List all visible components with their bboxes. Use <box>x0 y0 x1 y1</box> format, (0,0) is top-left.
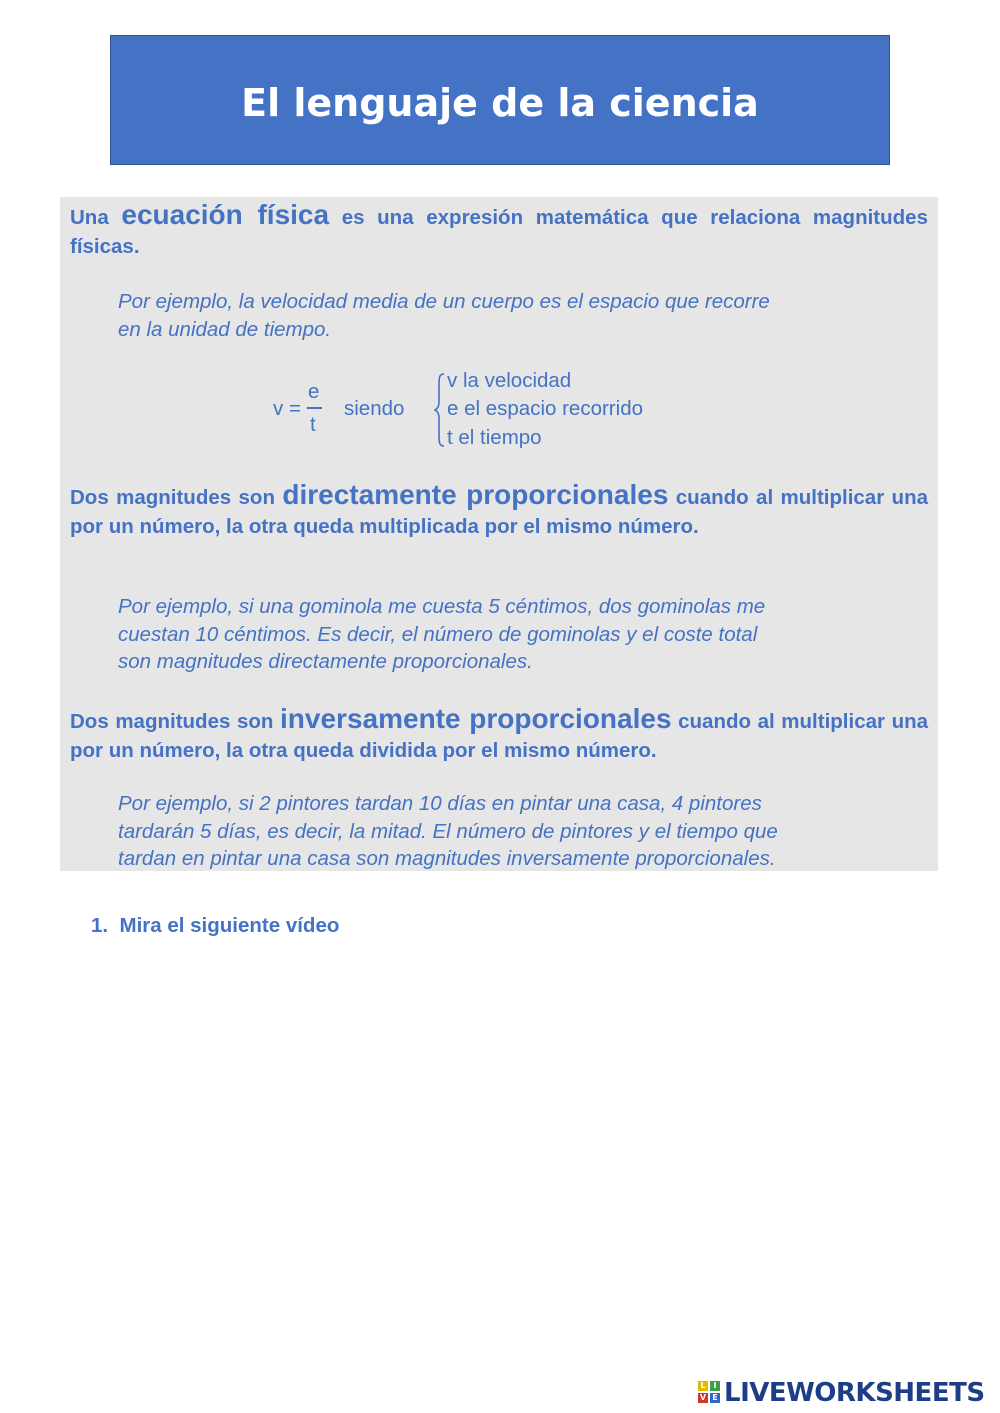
formula-definition-space: e el espacio recorrido <box>447 397 643 420</box>
formula-definition-time: t el tiempo <box>447 426 542 449</box>
equation-example <box>118 288 878 343</box>
inverse-definition <box>70 705 928 765</box>
direct-term: directamente proporcionales <box>282 479 669 510</box>
example-line: cuestan 10 céntimos. Es decir, el número de gominolas y el coste total <box>118 622 758 646</box>
title-banner <box>110 35 890 165</box>
example-line: tardan en pintar una casa son magnitudes inversamente proporcionales. <box>118 847 776 870</box>
inverse-rest: cuando al multiplicar una por un número, la otra queda dividida por el mismo número. <box>70 710 929 762</box>
fraction-bar <box>307 407 322 409</box>
task-item <box>91 912 339 940</box>
formula-denominator: t <box>310 413 316 436</box>
formula-definition-velocity: v la velocidad <box>447 369 572 392</box>
inverse-intro: Dos magnitudes son <box>70 710 274 733</box>
curly-brace-icon <box>434 372 446 448</box>
page-title: El lenguaje de la ciencia <box>241 81 759 125</box>
example-line: en la unidad de tiempo. <box>118 317 332 341</box>
direct-rest: cuando al multiplicar una por un número, la otra queda multiplicada por el mismo número. <box>70 486 929 538</box>
example-line: tardarán 5 días, es decir, la mitad. El número de pintores y el tiempo que <box>118 819 778 843</box>
formula-numerator: e <box>308 380 320 403</box>
equation-intro: Una <box>70 206 109 229</box>
direct-intro: Dos magnitudes son <box>70 486 275 509</box>
equation-rest: es una expresión matemática que relaciona magnitudes físicas. <box>70 206 928 258</box>
formula-connector: siendo <box>344 397 405 420</box>
task-text: Mira el siguiente vídeo <box>119 914 340 937</box>
inverse-example <box>118 790 878 873</box>
formula-lhs: v = <box>273 397 301 420</box>
equation-definition <box>70 201 928 261</box>
logo-cubes-icon <box>698 1381 722 1405</box>
logo-cube: E <box>710 1393 720 1403</box>
logo-text: LIVEWORKSHEETS <box>724 1378 985 1408</box>
inverse-term: inversamente proporcionales <box>280 703 672 734</box>
direct-definition <box>70 481 928 541</box>
direct-example <box>118 593 878 676</box>
example-line: Por ejemplo, la velocidad media de un cuerpo es el espacio que recorre <box>118 290 770 313</box>
logo-cube: I <box>710 1381 720 1391</box>
example-line: son magnitudes directamente proporcionales. <box>118 650 533 673</box>
example-line: Por ejemplo, si 2 pintores tardan 10 días en pintar una casa, 4 pintores <box>118 792 762 815</box>
example-line: Por ejemplo, si una gominola me cuesta 5 céntimos, dos gominolas me <box>118 595 766 618</box>
logo-cube: L <box>698 1381 708 1391</box>
equation-term: ecuación física <box>121 199 330 230</box>
logo-cube: V <box>699 1393 707 1402</box>
task-number: 1. <box>91 914 109 937</box>
